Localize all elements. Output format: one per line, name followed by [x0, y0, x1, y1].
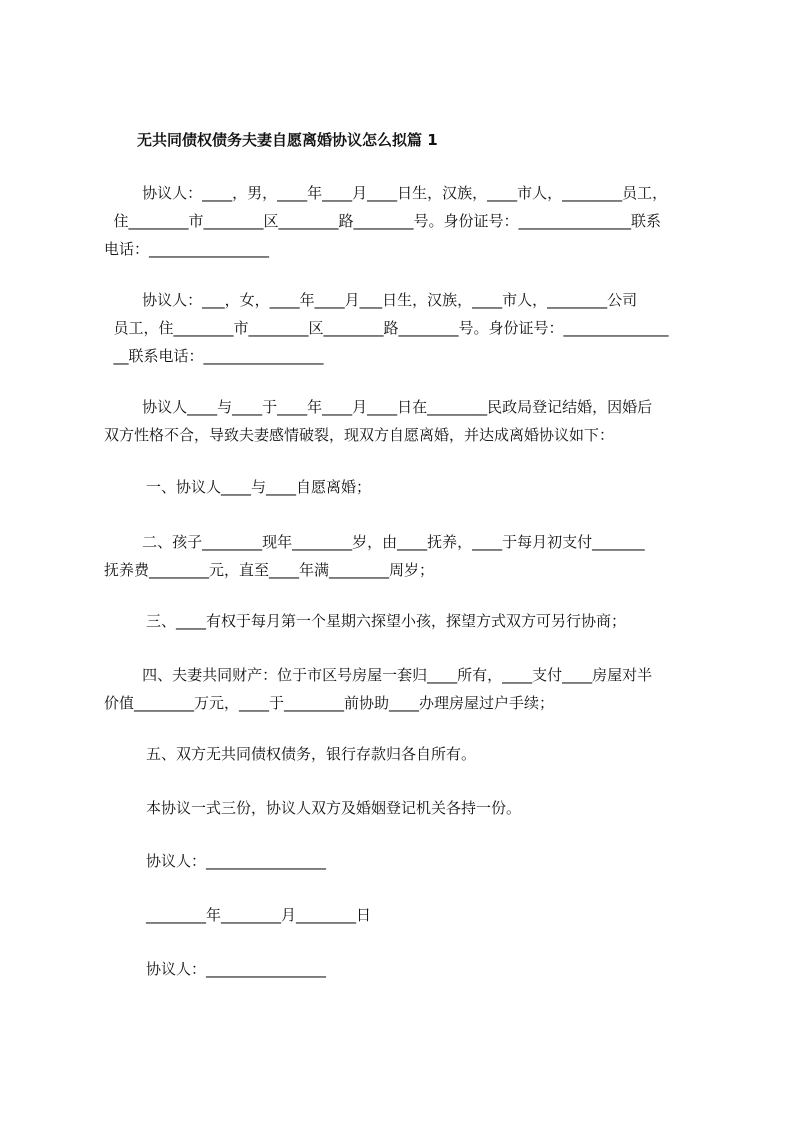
party2-line1: 协议人：___，女，____年____月___日生，汉族，____市人，________公司: [104, 291, 638, 309]
clause-2-line2: 抚养费________元，直至____年满________周岁；: [104, 561, 435, 579]
party2-line2: 员工，住________市________区________路________号。身份证号：______________: [104, 319, 669, 337]
party2-line3: __联系电话：________________: [104, 347, 324, 365]
party1-line3: 电话：________________: [104, 240, 270, 258]
clause-1: 一、协议人____与____自愿离婚；: [146, 478, 372, 496]
party1-line2: 住________市________区________路________号。身份证号：_______________联系: [104, 212, 662, 230]
document-title: 无共同债权债务夫妻自愿离婚协议怎么拟篇 1: [137, 131, 438, 149]
party1-line1: 协议人：____，男，____年____月____日生，汉族，____市人，________员工，: [104, 184, 668, 202]
clause-4-line2: 价值________万元，____于________前协助____办理房屋过户手续；: [104, 694, 555, 712]
clause-4-line1: 四、夫妻共同财产：位于市区号房屋一套归____所有，____支付____房屋对半: [104, 666, 653, 684]
clause-4-paragraph: [104, 661, 704, 717]
party1-paragraph: [104, 179, 704, 263]
clause-2-line1: 二、孩子________现年________岁，由____抚养，____于每月初支付_______: [104, 533, 645, 551]
date-line: ________年________月________日: [146, 906, 372, 924]
signature-line-2: 协议人：________________: [146, 960, 327, 978]
clause-5: 五、双方无共同债权债务，银行存款归各自所有。: [146, 745, 477, 763]
marriage-paragraph: [104, 393, 704, 449]
marriage-line2: 双方性格不合，导致夫妻感情破裂，现双方自愿离婚，并达成离婚协议如下：: [104, 426, 615, 444]
copies-statement: 本协议一式三份，协议人双方及婚姻登记机关各持一份。: [146, 799, 522, 817]
signature-line-1: 协议人：________________: [146, 852, 327, 870]
party2-paragraph: [104, 286, 704, 370]
clause-3: 三、____有权于每月第一个星期六探望小孩，探望方式双方可另行协商；: [146, 612, 627, 630]
marriage-line1: 协议人____与____于____年____月____日在________民政局登记结婚，因婚后: [104, 398, 653, 416]
clause-2-paragraph: [104, 528, 704, 584]
